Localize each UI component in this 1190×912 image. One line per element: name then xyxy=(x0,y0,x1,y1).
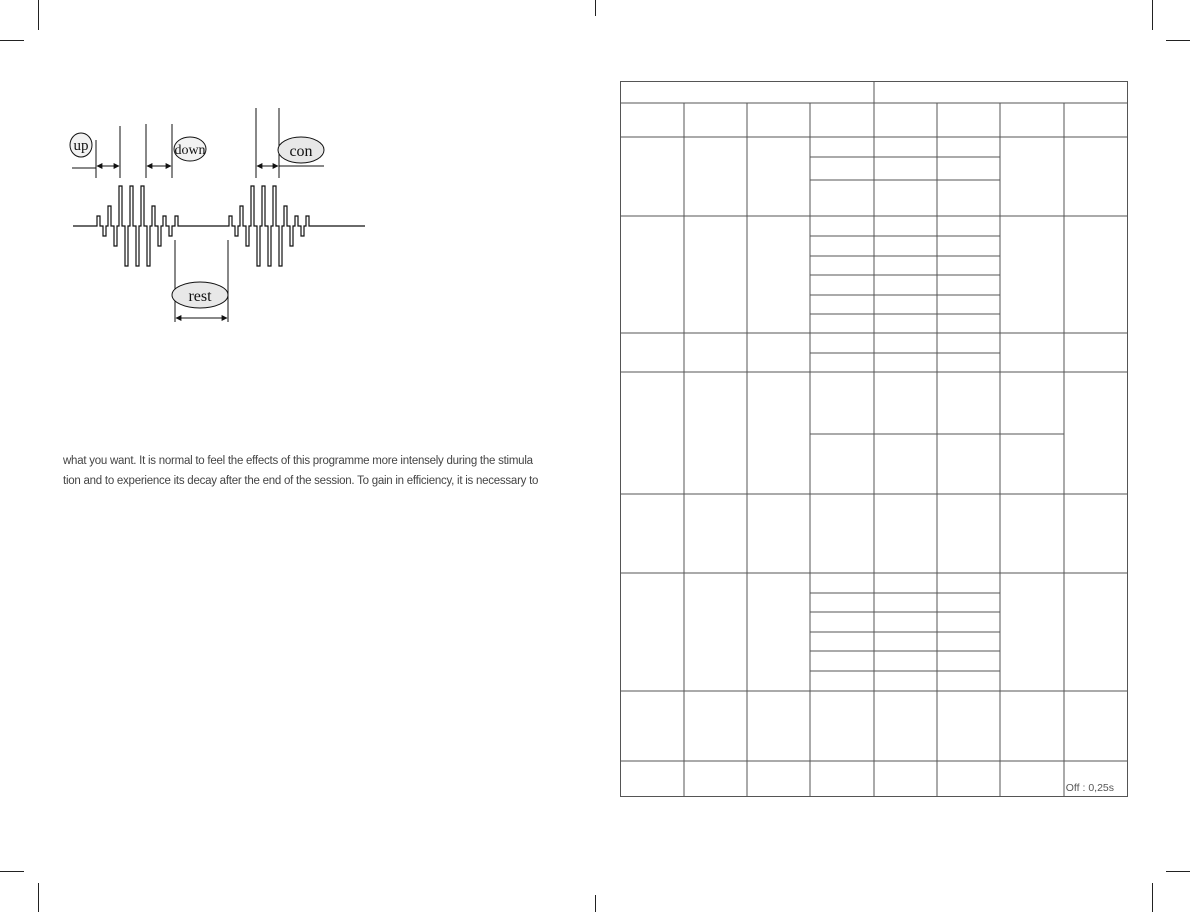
table-cell-off-value: Off : 0,25s xyxy=(1065,782,1114,794)
svg-text:up: up xyxy=(73,138,89,154)
down-label xyxy=(174,137,206,161)
body-text-line: tion and to experience its decay after the end of the session. To gain in efficiency, it is necessary to xyxy=(63,475,539,487)
crop-mark xyxy=(595,0,596,16)
waveform-pulses xyxy=(73,186,365,266)
crop-mark xyxy=(38,0,39,30)
stimulation-waveform-diagram xyxy=(60,100,380,330)
body-text-line: what you want. It is normal to feel the effects of this programme more intensely during the stimula xyxy=(63,455,533,467)
up-label xyxy=(70,133,92,157)
program-parameter-table xyxy=(620,81,1128,797)
con-label xyxy=(278,137,324,163)
crop-mark xyxy=(1166,40,1190,41)
svg-text:con: con xyxy=(289,143,313,160)
svg-text:rest: rest xyxy=(188,288,212,305)
rest-label xyxy=(172,282,228,308)
svg-text:down: down xyxy=(174,143,206,158)
crop-mark xyxy=(0,871,24,872)
crop-mark xyxy=(38,883,39,912)
crop-mark xyxy=(1166,871,1190,872)
table-grid xyxy=(620,81,1128,797)
body-text xyxy=(63,451,583,491)
crop-mark xyxy=(0,40,24,41)
crop-mark xyxy=(1152,0,1153,30)
crop-mark xyxy=(1152,883,1153,912)
crop-mark xyxy=(595,895,596,912)
